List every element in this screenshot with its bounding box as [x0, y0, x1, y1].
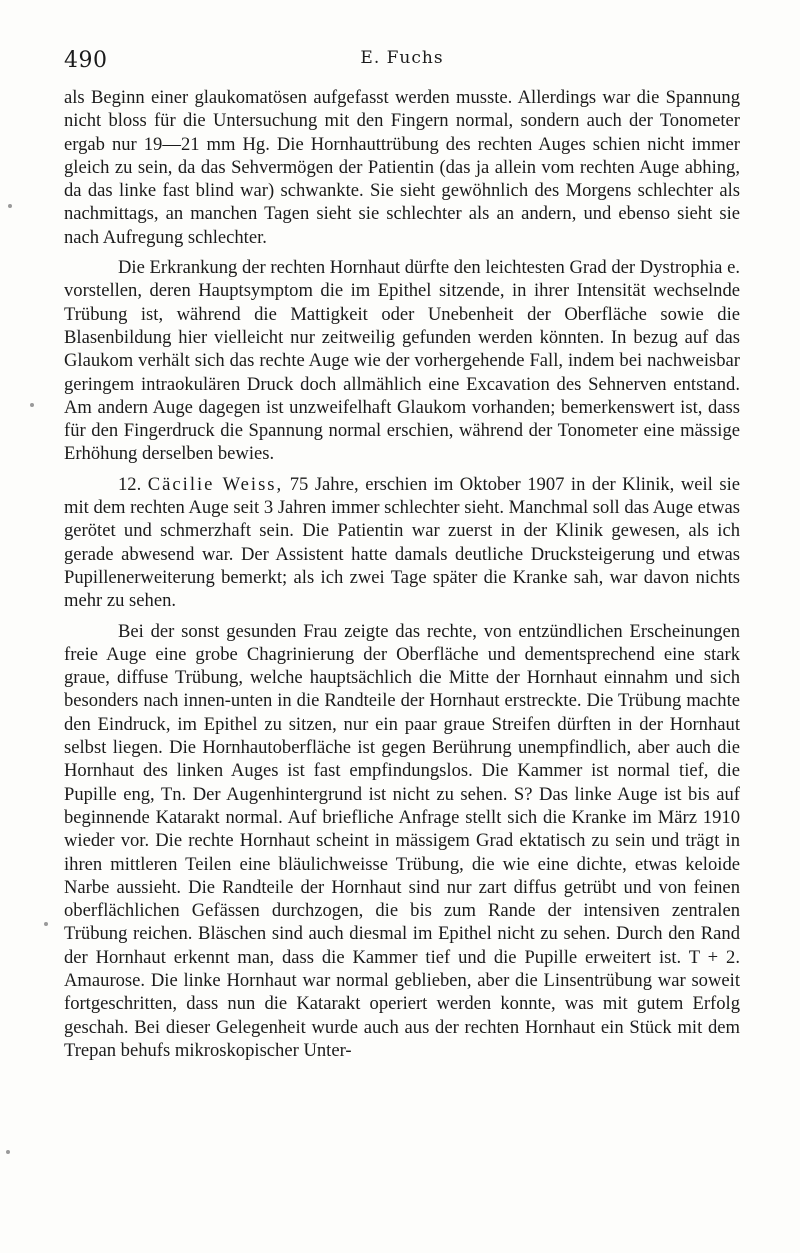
paragraph-discussion: Die Erkrankung der rechten Hornhaut dürfte den leichtesten Grad der Dystrophia e. vorstellen, deren Hauptsymptom die im Epithel sitzende, in ihrer Intensität wechselnde Trübung ist, während die Mattigkeit oder Unebenheit der Oberfläche sowie die Blasenbildung hier vielleicht nur zeitweilig gefunden werden könnten. In bezug auf das Glaukom verhält sich das rechte Auge wie der vorhergehende Fall, indem bei nachweisbar geringem intraokulären Druck doch allmählich eine Excavation des Sehnerven entstand. Am andern Auge dagegen ist unzweifelhaft Glaukom vorhanden; bemerkenswert ist, dass für den Fingerdruck die Spannung normal erschien, während der Tonometer eine mässige Erhöhung derselben bewies. — [64, 257, 740, 465]
paragraph-continuation: als Beginn einer glaukomatösen aufgefasst werden musste. Allerdings war die Spannung nicht bloss für die Untersuchung mit den Fingern normal, sondern auch der Tonometer ergab nur 19—21 mm Hg. Die Hornhauttrübung des rechten Auges schien nicht immer gleich zu sein, da das Sehvermögen der Patientin (das ja allein vom rechten Auge abhing, da das linke fast blind war) schwankte. Sie sieht gewöhnlich des Morgens schlechter als nachmittags, an manchen Tagen sieht sie schlechter als an andern, und ebenso sieht sie nach Aufregung schlechter. — [64, 87, 740, 248]
page-number: 490 — [64, 48, 108, 73]
case-number: 12. — [118, 473, 142, 495]
running-title: E. Fuchs — [360, 48, 444, 68]
scan-speck — [44, 922, 48, 926]
patient-name: Cäcilie Weiss, — [147, 473, 284, 495]
running-head — [64, 46, 740, 76]
scan-speck — [8, 204, 12, 208]
scan-speck — [6, 1150, 10, 1154]
case-text: 75 Jahre, erschien im Oktober 1907 in der Klinik, weil sie mit dem rechten Auge seit 3 Jahren immer schlechter sieht. Manchmal soll das Auge etwas gerötet und schmerzhaft sein. Die Patientin war zuerst in der Klinik gewesen, als ich gerade abwesend war. Der Assistent hatte damals deutliche Drucksteigerung und etwas Pupillenerweiterung bemerkt; als ich zwei Tage später die Kranke sah, war davon nichts mehr zu sehen. — [64, 473, 740, 612]
body-text — [64, 86, 740, 1062]
paragraph-case-12 — [64, 473, 740, 613]
paragraph-findings: Bei der sonst gesunden Frau zeigte das rechte, von entzündlichen Erscheinungen freie Auge eine grobe Chagrinierung der Oberfläche und dementsprechend eine stark graue, diffuse Trübung, welche hauptsächlich die Mitte der Hornhaut einnahm und sich besonders nach innen-unten in die Randteile der Hornhaut erstreckte. Die Trübung machte den Eindruck, im Epithel zu sitzen, nur ein paar graue Streifen dürften in der Hornhaut selbst liegen. Die Hornhautoberfläche ist gegen Berührung unempfindlich, aber auch die Hornhaut des linken Auges ist fast empfindungslos. Die Kammer ist normal tief, die Pupille eng, Tn. Der Augenhintergrund ist nicht zu sehen. S? Das linke Auge ist bis auf beginnende Katarakt normal. Auf briefliche Anfrage stellt sich die Kranke im März 1910 wieder vor. Die rechte Hornhaut scheint in mässigem Grad ektatisch zu sein und trägt in ihren mittleren Teilen eine bläulichweisse Trübung, die wie eine dichte, etwas keloide Narbe aussieht. Die Randteile der Hornhaut sind nur zart diffus getrübt und von feinen oberflächlichen Gefässen durchzogen, die bis zum Rande der intensiven zentralen Trübung reichen. Bläschen sind auch diesmal im Epithel nicht zu sehen. Durch den Rand der Hornhaut erkennt man, dass die Kammer tief und die Pupille erweitert ist. T + 2. Amaurose. Die linke Hornhaut war normal geblieben, aber die Linsentrübung war soweit fortgeschritten, dass nun die Katarakt operiert werden konnte, was mit gutem Erfolg geschah. Bei dieser Gelegenheit wurde auch aus der rechten Hornhaut ein Stück mit dem Trepan behufs mikroskopischer Unter- — [64, 620, 740, 1061]
scan-speck — [30, 403, 34, 407]
